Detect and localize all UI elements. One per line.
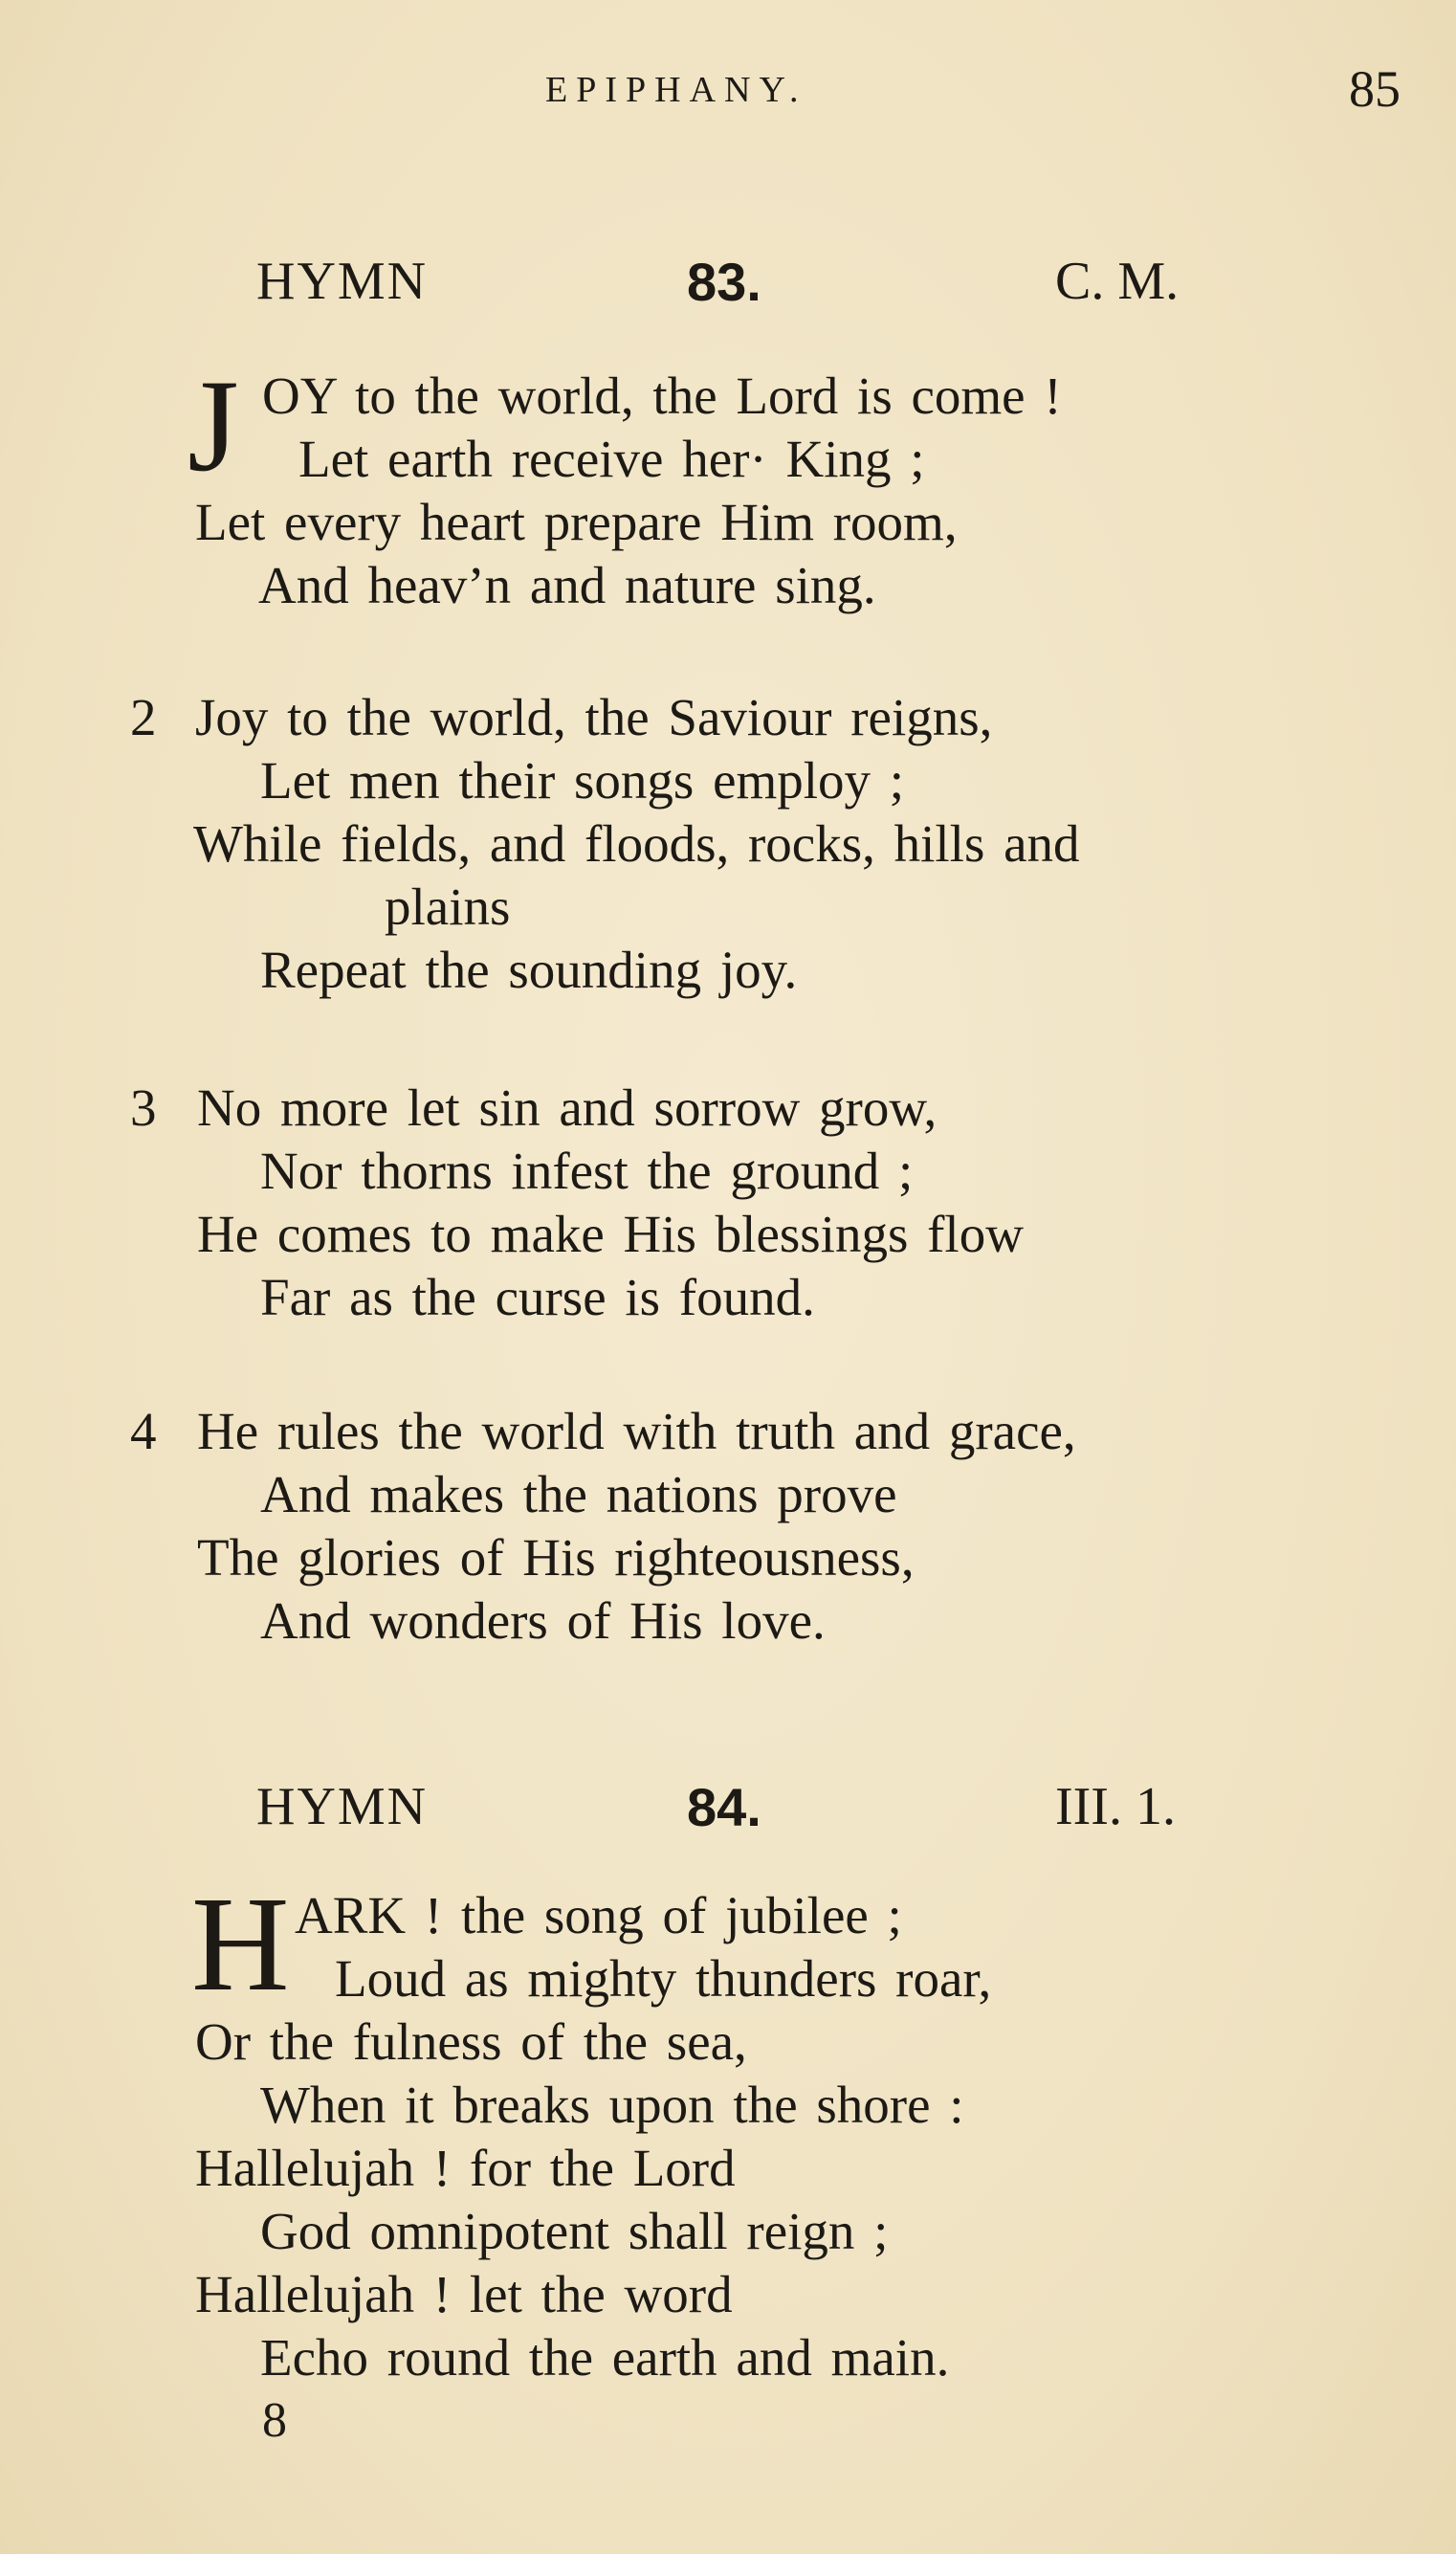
verse-line: When it breaks upon the shore : bbox=[260, 2076, 964, 2134]
verse-line: ARK ! the song of jubilee ; bbox=[295, 1886, 902, 1944]
stanza-number: 2 bbox=[130, 688, 157, 746]
verse-line: Far as the curse is found. bbox=[260, 1268, 815, 1326]
running-head: EPIPHANY. bbox=[545, 70, 807, 110]
drop-cap: H bbox=[191, 1868, 290, 2019]
hymn-label: HYMN bbox=[256, 252, 429, 311]
stanza-number: 3 bbox=[130, 1078, 157, 1137]
verse-line: And makes the nations prove bbox=[260, 1465, 897, 1523]
hymn-84-heading bbox=[256, 1776, 1223, 1843]
hymn-meter: C. M. bbox=[1055, 252, 1180, 311]
page-number: 85 bbox=[1349, 60, 1401, 118]
hymn-83-heading bbox=[256, 251, 1223, 318]
hymn-number: 83. bbox=[687, 252, 761, 312]
verse-line: No more let sin and sorrow grow, bbox=[197, 1078, 938, 1137]
verse-line: Let every heart prepare Him room, bbox=[195, 493, 958, 551]
verse-line: God omnipotent shall reign ; bbox=[260, 2202, 889, 2260]
verse-line: OY to the world, the Lord is come ! bbox=[262, 366, 1062, 425]
verse-line: Joy to the world, the Saviour reigns, bbox=[195, 688, 993, 746]
verse-line: He rules the world with truth and grace, bbox=[197, 1402, 1076, 1460]
verse-line: Let earth receive her· King ; bbox=[298, 430, 925, 488]
verse-line: The glories of His righteousness, bbox=[197, 1528, 915, 1587]
verse-line: Let men their songs employ ; bbox=[260, 751, 905, 810]
verse-line: Hallelujah ! let the word bbox=[195, 2265, 733, 2323]
verse-line: He comes to make His blessings flow bbox=[197, 1205, 1024, 1263]
verse-line: Nor thorns infest the ground ; bbox=[260, 1142, 914, 1200]
verse-line: While fields, and floods, rocks, hills and bbox=[193, 814, 1080, 873]
signature-mark: 8 bbox=[262, 2393, 287, 2448]
verse-line: Repeat the sounding joy. bbox=[260, 941, 798, 999]
verse-line: Hallelujah ! for the Lord bbox=[195, 2139, 736, 2197]
verse-line: Or the fulness of the sea, bbox=[195, 2012, 747, 2071]
verse-line: Echo round the earth and main. bbox=[260, 2328, 950, 2387]
stanza-number: 4 bbox=[130, 1402, 157, 1460]
drop-cap: J bbox=[188, 352, 239, 499]
hymn-number: 84. bbox=[687, 1777, 761, 1837]
hymn-meter: III. 1. bbox=[1055, 1777, 1176, 1836]
hymn-label: HYMN bbox=[256, 1777, 429, 1836]
verse-line: And wonders of His love. bbox=[260, 1591, 826, 1650]
verse-line: And heav’n and nature sing. bbox=[258, 556, 876, 614]
verse-line: Loud as mighty thunders roar, bbox=[335, 1949, 992, 2008]
verse-line: plains bbox=[385, 877, 511, 936]
